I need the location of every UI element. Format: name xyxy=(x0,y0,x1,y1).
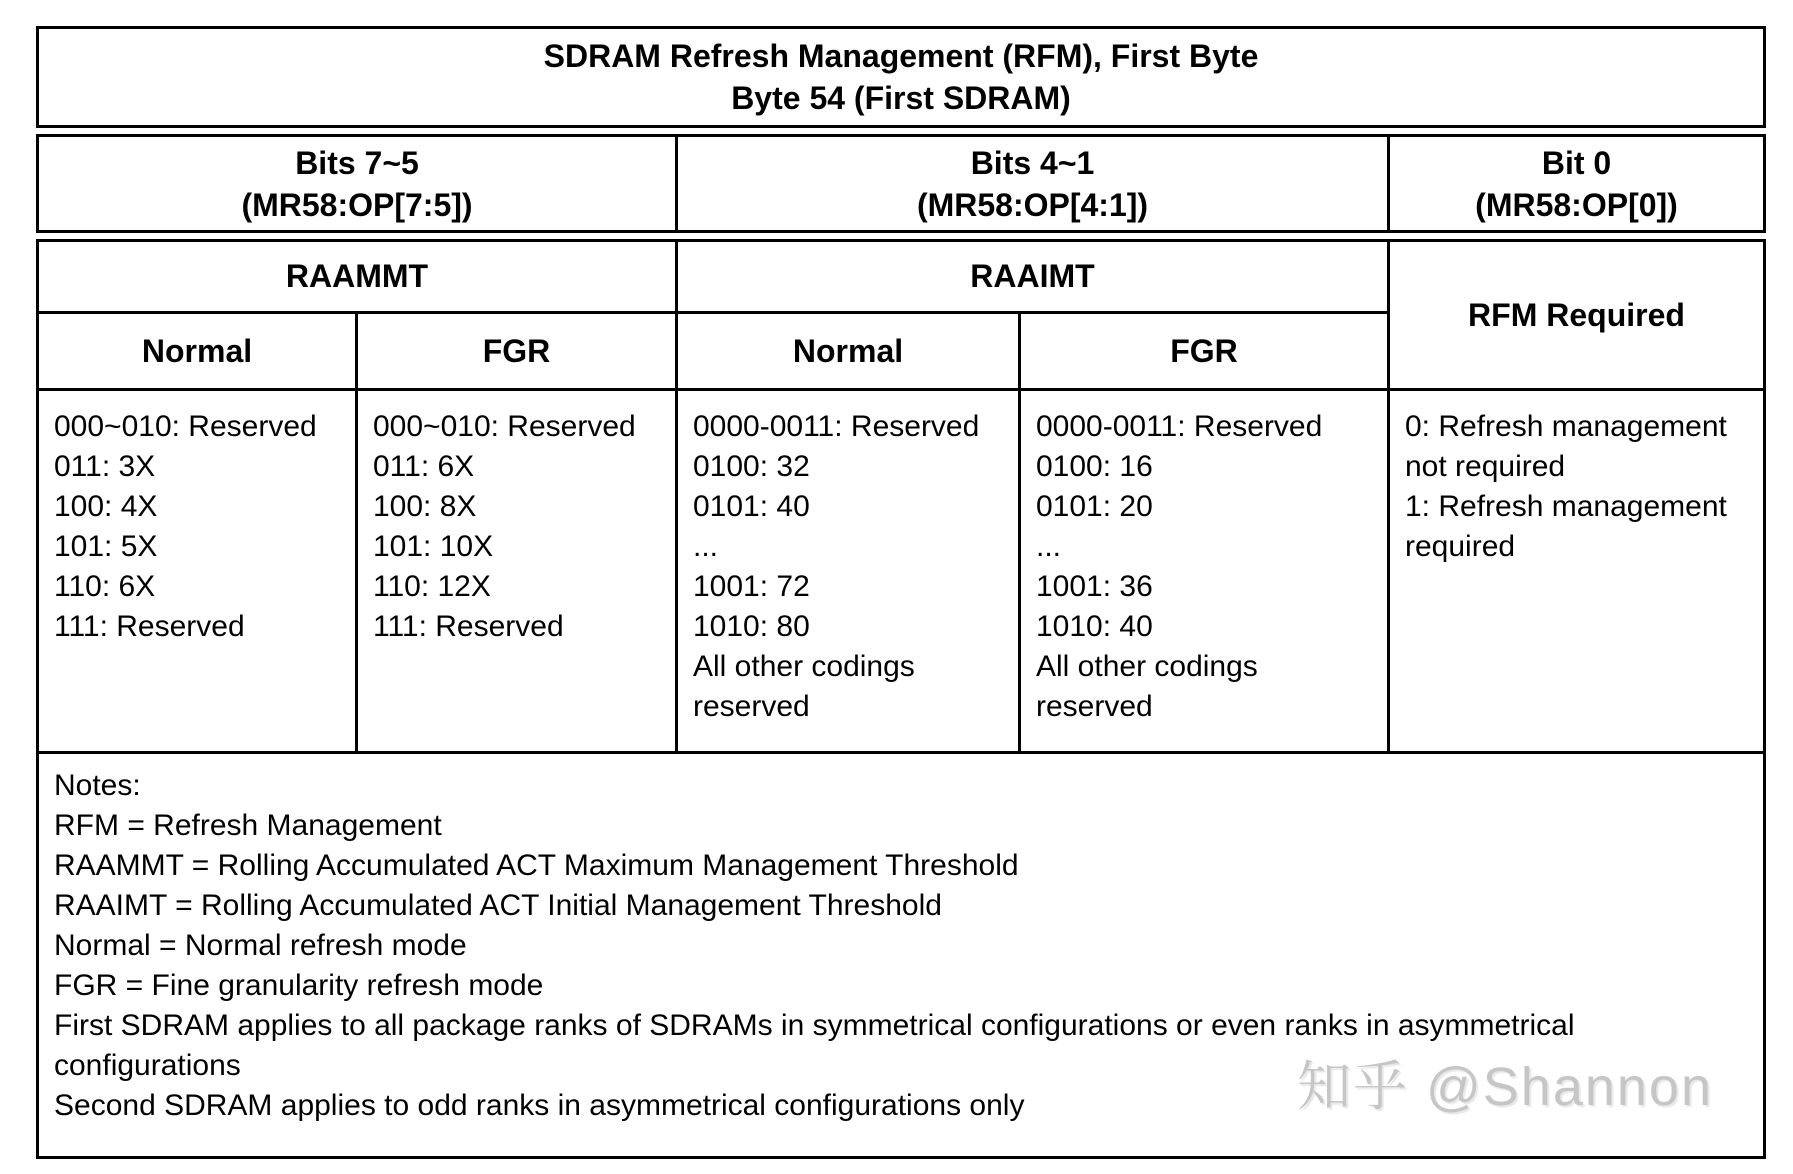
text-line: 111: Reserved xyxy=(54,610,245,643)
header-raaimt: RAAIMT xyxy=(678,242,1390,314)
text-line: Normal = Normal refresh mode xyxy=(54,929,467,962)
header-bits-7-5-register: (MR58:OP[7:5]) xyxy=(241,186,473,223)
header-bits-4-1-register: (MR58:OP[4:1]) xyxy=(916,186,1149,223)
header-raaimt-fgr: FGR xyxy=(1021,314,1390,391)
table-title xyxy=(36,26,1766,128)
text-line: 0000-0011: Reserved xyxy=(693,410,980,443)
text-line: FGR = Fine granularity refresh mode xyxy=(54,969,544,1002)
text-line: 101: 5X xyxy=(54,530,158,563)
text-line: 110: 6X xyxy=(54,570,156,603)
table-title-line2: Byte 54 (First SDRAM) xyxy=(731,80,1071,116)
text-line: RAAIMT = Rolling Accumulated ACT Initial Management Threshold xyxy=(54,889,942,922)
text-line: 011: 6X xyxy=(373,450,475,483)
rfm-spec-table xyxy=(36,26,1766,1159)
text-line: RFM = Refresh Management xyxy=(54,809,442,842)
text-line: RAAMMT = Rolling Accumulated ACT Maximum Management Threshold xyxy=(54,849,1019,882)
text-line: 0101: 20 xyxy=(1036,490,1153,523)
header-raammt-fgr: FGR xyxy=(358,314,678,391)
header-raaimt-normal: Normal xyxy=(678,314,1021,391)
text-line: All other codings reserved xyxy=(693,650,915,723)
text-line: 1001: 72 xyxy=(693,570,810,603)
text-line: ... xyxy=(1036,530,1062,563)
header-bits-4-1 xyxy=(678,137,1390,230)
text-line: 0100: 32 xyxy=(693,450,810,483)
bit-range-header-row xyxy=(36,134,1766,233)
cell-raaimt-fgr-encodings xyxy=(1021,391,1390,754)
text-line: 101: 10X xyxy=(373,530,494,563)
text-line: All other codings reserved xyxy=(1036,650,1258,723)
header-bit-0 xyxy=(1390,137,1763,230)
text-line: 0100: 16 xyxy=(1036,450,1153,483)
cell-raaimt-normal-encodings xyxy=(678,391,1021,754)
header-raammt: RAAMMT xyxy=(39,242,678,314)
header-raammt-normal: Normal xyxy=(39,314,358,391)
header-rfm-required: RFM Required xyxy=(1390,242,1763,391)
text-line: 011: 3X xyxy=(54,450,156,483)
text-line: 1010: 40 xyxy=(1036,610,1153,643)
text-line: 000~010: Reserved xyxy=(373,410,636,443)
text-line: 111: Reserved xyxy=(373,610,564,643)
text-line: 1010: 80 xyxy=(693,610,810,643)
text-line: 100: 4X xyxy=(54,490,158,523)
text-line: 1001: 36 xyxy=(1036,570,1153,603)
text-line: 000~010: Reserved xyxy=(54,410,317,443)
text-line: 110: 12X xyxy=(373,570,491,603)
cell-rfm-required-encodings xyxy=(1390,391,1763,754)
table-body xyxy=(36,239,1766,1159)
cell-raammt-fgr-encodings xyxy=(358,391,678,754)
text-line: ... xyxy=(693,530,719,563)
header-bits-4-1-label: Bits 4~1 xyxy=(970,144,1095,181)
table-title-line1: SDRAM Refresh Management (RFM), First Byte xyxy=(543,38,1259,74)
cell-raammt-normal-encodings xyxy=(39,391,358,754)
text-line: 0: Refresh management not required xyxy=(1405,410,1727,483)
header-bit-0-label: Bit 0 xyxy=(1541,144,1612,181)
text-line: 0101: 40 xyxy=(693,490,810,523)
header-bit-0-register: (MR58:OP[0]) xyxy=(1475,186,1678,223)
header-bits-7-5 xyxy=(39,137,678,230)
notes-label: Notes: xyxy=(54,769,141,802)
text-line: 100: 8X xyxy=(373,490,477,523)
text-line: 1: Refresh management required xyxy=(1405,490,1727,563)
text-line: 0000-0011: Reserved xyxy=(1036,410,1323,443)
text-line: Second SDRAM applies to odd ranks in asymmetrical configurations only xyxy=(54,1089,1025,1122)
text-line: First SDRAM applies to all package ranks of SDRAMs in symmetrical configurations or even ranks in asymmetrical configurations xyxy=(54,1009,1575,1082)
header-bits-7-5-label: Bits 7~5 xyxy=(295,144,419,181)
watermark-text: 知乎 @Shannon xyxy=(1296,1057,1713,1117)
